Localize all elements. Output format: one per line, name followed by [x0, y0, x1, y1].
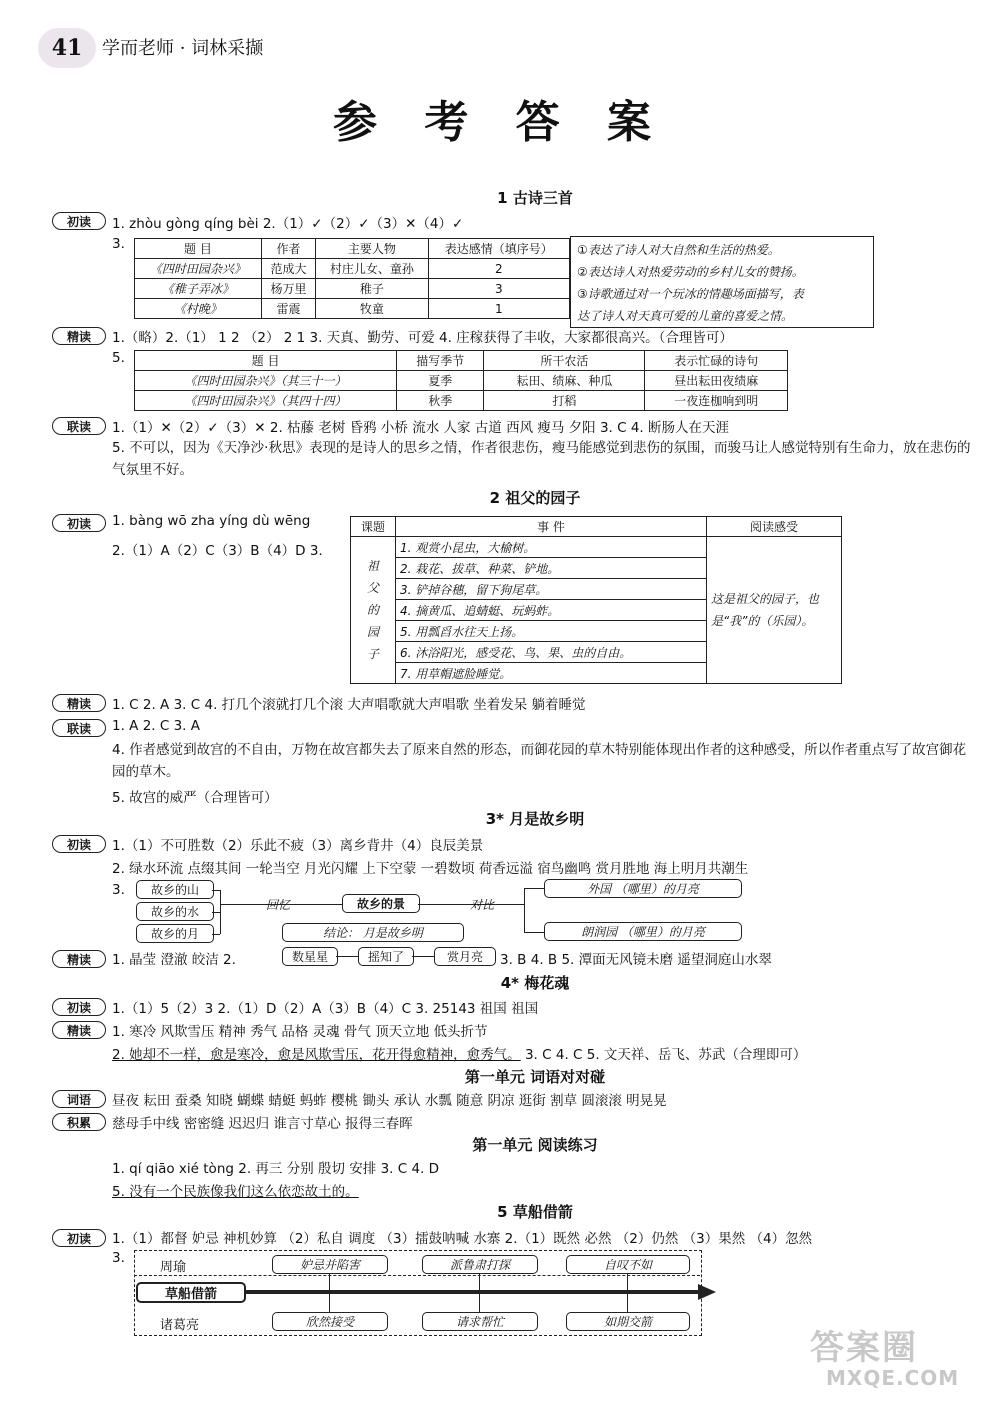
diagram-box: 故乡的山	[136, 880, 214, 899]
garden-table: 课题 事 件 阅读感受 祖 父 的 园 子 1. 观赏小昆虫，大榆树。 这是祖父的园子，也是“我”的（乐园）。 2. 栽花、拔草、种菜、铲地。 3. 铲掉谷穗，留下狗尾草。 4. 摘黄瓜、追蜻蜓、玩蚂蚱。 5. 用瓢舀水往天上扬。 6. 沐浴阳光，感受花、鸟、果、虫的自由。 7. 用草帽遮脸睡觉。	[350, 516, 842, 684]
answer-line: 慈母手中线 密密缝 迟迟归 谁言寸草心 报得三春晖	[112, 1116, 413, 1132]
diagram-label: 周瑜	[160, 1260, 187, 1275]
section-tag: 精读	[52, 327, 106, 345]
season-table: 题 目 描写季节 所干农活 表示忙碌的诗句 《四时田园杂兴》（其三十一） 夏季 耘田、绩麻、种瓜 昼出耘田夜绩麻 《四时田园杂兴》（其四十四） 秋季 打稻 一夜连枷响到明	[134, 350, 788, 411]
answer-paragraph: 5. 不可以，因为《天净沙·秋思》表现的是诗人的思乡之情，作者很悲伤，瘦马能感觉到悲伤的氛围，而骏马让人感觉特别有生命力，放在悲伤的气氛里不好。	[112, 440, 971, 478]
section-title: 第一单元 词语对对碰	[464, 1068, 606, 1086]
diagram-box: 故乡的水	[136, 902, 214, 921]
watermark-logo: 答案圈	[810, 1328, 918, 1368]
page-title: 参 考 答 案	[333, 97, 667, 148]
section-title: 3* 月是故乡明	[485, 810, 585, 828]
answer-line: 2.（1）A（2）C（3）B（4）D 3.	[112, 543, 323, 559]
diagram-box: 派鲁肃打探	[422, 1255, 538, 1274]
section-tag: 初读	[52, 212, 106, 230]
section-tag: 精读	[52, 950, 106, 968]
answer-paragraph: 4. 作者感觉到故宫的不自由，万物在故宫都失去了原来自然的形态，而御花园的草木特别能体现出作者的这种感受，所以作者重点写了故宫御花园的草木。	[112, 742, 967, 780]
answer-line: 1. zhòu gòng qíng bèi 2.（1）✓（2）✓（3）✕（4）✓	[112, 216, 464, 232]
section-tag: 精读	[52, 1021, 106, 1039]
diagram-box: 草船借箭	[136, 1282, 246, 1303]
answer-line: 2. 她却不一样，愈是寒冷，愈是风欺雪压，花开得愈精神，愈秀气。 3. C 4. C 5. 文天祥、岳飞、苏武（合理即可）	[112, 1047, 807, 1063]
answer-line: 3. B 4. B 5. 潭面无风镜未磨 遥望洞庭山水翠	[500, 952, 772, 968]
question-number: 3.	[112, 1250, 125, 1266]
page-number-badge	[38, 28, 96, 68]
section-tag: 联读	[52, 719, 106, 737]
diagram-box: 外国 （哪里）的月亮	[544, 879, 742, 898]
watermark-url: MXQE.COM	[826, 1366, 960, 1390]
arrow-head-icon	[698, 1284, 716, 1300]
answer-line: 2. 绿水环流 点缀其间 一轮当空 月光闪耀 上下空蒙 一碧数顷 荷香远溢 宿鸟幽鸣 赏月胜地 海上明月共潮生	[112, 861, 749, 877]
answer-line: 1. 寒冷 风欺雪压 精神 秀气 品格 灵魂 骨气 顶天立地 低头折节	[112, 1024, 488, 1040]
diagram-box: 欣然接受	[272, 1312, 388, 1331]
section-tag: 积累	[52, 1113, 106, 1131]
section-tag: 初读	[52, 835, 106, 853]
answer-line: 5. 故宫的威严（合理皆可）	[112, 790, 278, 806]
answer-line: 1. C 2. A 3. C 4. 打几个滚就打几个滚 大声唱歌就大声唱歌 坐着发呆 躺着睡觉	[112, 697, 586, 713]
poem-table: 题 目 作者 主要人物 表达感情（填序号） 《四时田园杂兴》 范成大 村庄儿女、童孙 2 《稚子弄冰》 杨万里 稚子 3 《村晚》 雷震 牧童 1	[134, 238, 570, 319]
chain-box: 摇知了	[358, 947, 414, 966]
conclusion-box: 结论： 月是故乡明	[282, 923, 464, 942]
answer-line: 1. qí qiāo xié tòng 2. 再三 分别 殷切 安排 3. C 4. D	[112, 1161, 440, 1177]
answer-line: 昼夜 耘田 蚕桑 知晓 蝴蝶 蜻蜓 蚂蚱 樱桃 锄头 承认 水瓢 随意 阴凉 逛街 割草 圆滚滚 明晃晃	[112, 1093, 667, 1109]
section-title: 第一单元 阅读练习	[472, 1136, 598, 1154]
page-number: 41	[51, 35, 83, 61]
section-title: 2 祖父的园子	[489, 489, 581, 507]
diagram-box: 朗润园 （哪里）的月亮	[544, 922, 742, 941]
answer-line: 1.（略）2.（1） 1 2 （2） 2 1 3. 天真、勤劳、可爱 4. 庄稼获得了丰收，大家都很高兴。（合理皆可）	[112, 330, 733, 346]
answer-line: 1. 晶莹 澄澈 皎洁 2.	[112, 952, 236, 968]
section-tag: 词语	[52, 1090, 106, 1108]
answer-line: 1.（1）都督 妒忌 神机妙算 （2）私自 调度 （3）擂鼓呐喊 水寨 2.（1）既然 必然 （2）仍然 （3）果然 （4）忽然	[112, 1231, 813, 1247]
diagram-box: 妒忌并陷害	[272, 1255, 388, 1274]
section-tag: 精读	[52, 694, 106, 712]
answer-line: 1. bàng wō zha yíng dù wēng	[112, 513, 311, 529]
diagram-box: 自叹不如	[566, 1255, 690, 1274]
answer-line: 1. A 2. C 3. A	[112, 718, 200, 734]
answer-line: 1.（1）✕（2）✓（3）✕ 2. 枯藤 老树 昏鸦 小桥 流水 人家 古道 西风 瘦马 夕阳 3. C 4. 断肠人在天涯	[112, 420, 730, 436]
answer-line: 1.（1）不可胜数（2）乐此不疲（3）离乡背井（4）良辰美景	[112, 838, 484, 854]
chain-box: 数星星	[282, 947, 338, 966]
diagram-box: 如期交箭	[566, 1312, 690, 1331]
chain-box: 赏月亮	[434, 947, 496, 966]
section-title: 1 古诗三首	[497, 189, 573, 207]
section-tag: 初读	[52, 998, 106, 1016]
section-title: 4* 梅花魂	[500, 974, 570, 992]
section-title: 5 草船借箭	[497, 1203, 573, 1221]
answer-line: 5. 没有一个民族像我们这么依恋故土的。	[112, 1184, 359, 1200]
answer-line: 1.（1）5（2）3 2.（1）D（2）A（3）B（4）C 3. 25143 祖国 祖国	[112, 1001, 539, 1017]
underlined-answer: 2. 她却不一样，愈是寒冷，愈是风欺雪压，花开得愈精神，愈秀气。	[112, 1047, 521, 1063]
question-number: 3.	[112, 882, 125, 898]
diagram-label: 诸葛亮	[160, 1318, 200, 1333]
feelings-box: ①表达了诗人对大自然和生活的热爱。 ②表达诗人对热爱劳动的乡村儿女的赞扬。 ③诗歌通过对一个玩冰的情趣场面描写，表 达了诗人对天真可爱的儿童的喜爱之情。	[570, 236, 874, 328]
diagram-label: 回忆	[266, 898, 291, 912]
diagram-box: 请求帮忙	[422, 1312, 538, 1331]
question-number: 3.	[112, 236, 125, 252]
section-tag: 初读	[52, 514, 106, 532]
diagram-label: 对比	[470, 898, 495, 912]
diagram-box: 故乡的景	[342, 894, 420, 913]
question-number: 5.	[112, 350, 125, 366]
section-tag: 联读	[52, 417, 106, 435]
section-tag: 初读	[52, 1229, 106, 1247]
book-title: 学而老师 · 词林采撷	[102, 38, 264, 59]
diagram-box: 故乡的月	[136, 924, 214, 943]
